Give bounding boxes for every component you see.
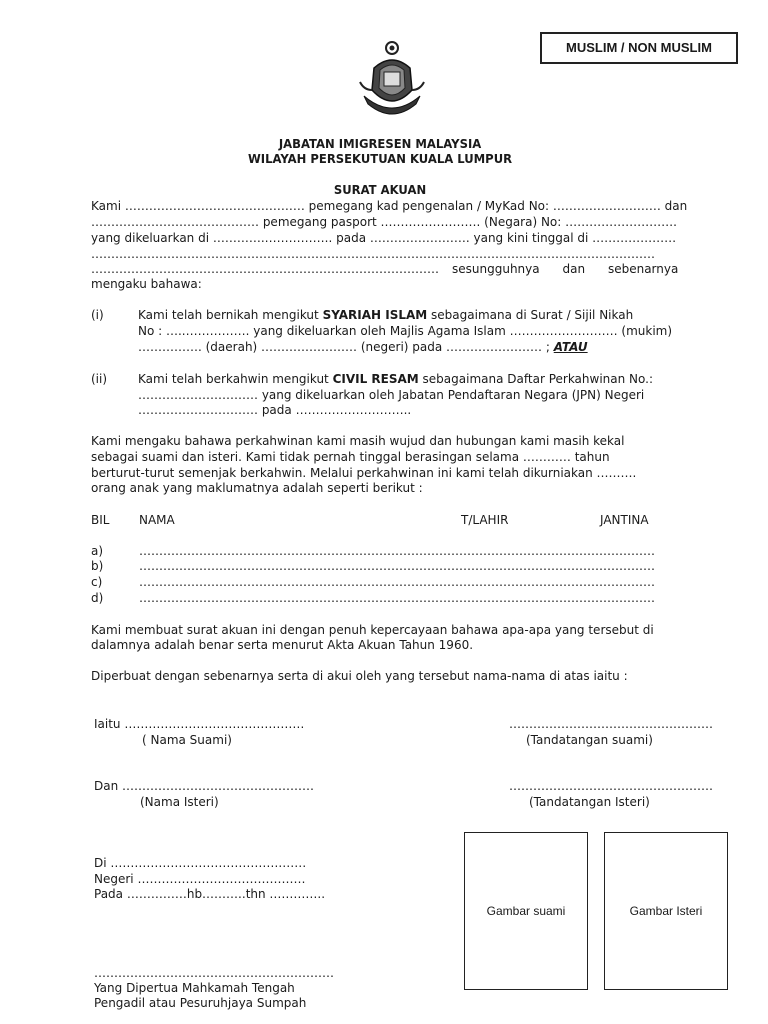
- wife-photo-label: Gambar Isteri: [629, 904, 703, 918]
- table-header-nama: NAMA: [139, 513, 175, 527]
- husband-name-label: ( Nama Suami): [142, 733, 232, 747]
- paragraph1-line-1: Kami mengaku bahawa perkahwinan kami masih wujud dan hubungan kami masih kekal: [91, 434, 625, 448]
- item2-line-3: ………………………… pada ………………………..: [138, 403, 412, 417]
- place-negeri-line[interactable]: Negeri ……………………………………: [94, 872, 306, 886]
- table-row-bil: b): [91, 559, 104, 573]
- item1-line-3: [138, 340, 588, 355]
- place-di-line[interactable]: Di …………………………………….……: [94, 856, 307, 870]
- item2-line-1: [138, 372, 653, 387]
- document-title: SURAT AKUAN: [333, 183, 427, 197]
- husband-photo-box: [464, 832, 588, 990]
- officer-signature-line[interactable]: ……………………………………………………: [94, 966, 334, 980]
- table-row-bil: d): [91, 591, 104, 605]
- item1-line-2: No : …..……………. yang dikeluarkan oleh Majlis Agama Islam ……………………… (mukim): [138, 324, 673, 338]
- department-title: JABATAN IMIGRESEN MALAYSIA: [278, 137, 482, 151]
- intro-line-2: …………………………………… pemegang pasport ……………………. (Negara) No: ……………………….: [91, 215, 677, 229]
- intro-line-4: ……………………………………………………………………………………………………………………………: [91, 247, 655, 261]
- item2-number: (ii): [91, 372, 108, 386]
- item2-line-1-pre: Kami telah berkahwin mengikut: [138, 372, 333, 386]
- table-header-tlahir: T/LAHIR: [461, 513, 509, 527]
- table-row-bil: a): [91, 544, 104, 558]
- table-header-jantina: JANTINA: [600, 513, 649, 527]
- intro-line-3: yang dikeluarkan di ………….…………….. pada ……………………. yang kini tinggal di …………………: [91, 231, 677, 245]
- table-row-bil: c): [91, 575, 103, 589]
- item2-line-1-post: sebagaimana Daftar Perkahwinan No.:: [418, 372, 654, 386]
- item1-number: (i): [91, 308, 104, 322]
- wife-name-label: (Nama Isteri): [140, 795, 219, 809]
- paragraph2-line-2: dalamnya adalah benar serta menurut Akta Akuan Tahun 1960.: [91, 638, 474, 652]
- husband-photo-label: Gambar suami: [486, 904, 566, 918]
- table-row-line[interactable]: …………………………………………………………………………………………………………………: [139, 591, 655, 605]
- wife-name-line[interactable]: Dan …………………………………………: [94, 779, 315, 793]
- item1-line-1-post: sebagaimana di Surat / Sijil Nikah: [427, 308, 634, 322]
- paragraph3: Diperbuat dengan sebenarnya serta di akui oleh yang tersebut nama-nama di atas iaitu :: [91, 669, 628, 683]
- wife-signature-line[interactable]: ……………………………………………: [509, 779, 713, 793]
- wife-photo-box: [604, 832, 728, 990]
- item2-line-2: ………………………… yang dikeluarkan oleh Jabatan Pendaftaran Negara (JPN) Negeri: [138, 388, 645, 402]
- table-row-line[interactable]: …………………………………………………………………………………………………………………: [139, 544, 655, 558]
- imigresen-crest-icon: [350, 38, 434, 122]
- civil-resam-label: CIVIL RESAM: [332, 372, 419, 386]
- husband-name-line[interactable]: Iaitu ………………………………………: [94, 717, 305, 731]
- intro-line-1: Kami ……………………………………… pemegang kad pengenalan / MyKad No: ……………………… dan: [91, 199, 688, 213]
- item1-line-3-pre: ……………. (daerah) …………………… (negeri) pada …………………… ;: [138, 340, 554, 354]
- atau-label: ATAU: [553, 340, 588, 354]
- table-header-bil: BIL: [91, 513, 110, 527]
- husband-signature-line[interactable]: ……………………………………………: [509, 717, 713, 731]
- syariah-islam-label: SYARIAH ISLAM: [322, 308, 428, 322]
- officer-title-2: Pengadil atau Pesuruhjaya Sumpah: [94, 996, 307, 1010]
- officer-title-1: Yang Dipertua Mahkamah Tengah: [94, 981, 295, 995]
- paragraph1-line-4: orang anak yang maklumatnya adalah seperti berikut :: [91, 481, 423, 495]
- intro-line-5-right: sesungguhnya dan sebenarnya: [452, 262, 679, 276]
- paragraph2-line-1: Kami membuat surat akuan ini dengan penuh kepercayaan bahawa apa-apa yang tersebut di: [91, 623, 654, 637]
- item1-line-1: [138, 308, 633, 323]
- item1-line-1-pre: Kami telah bernikah mengikut: [138, 308, 323, 322]
- region-title: WILAYAH PERSEKUTUAN KUALA LUMPUR: [248, 152, 513, 166]
- paragraph1-line-3: berturut-turut semenjak berkahwin. Melalui perkahwinan ini kami telah dikurniakan ……….: [91, 466, 637, 480]
- table-row-line[interactable]: …………………………………………………………………………………………………………………: [139, 575, 655, 589]
- wife-signature-label: (Tandatangan Isteri): [529, 795, 650, 809]
- intro-line-5-left: ……………………………………………………………………………: [91, 262, 439, 276]
- paragraph1-line-2: sebagai suami dan isteri. Kami tidak pernah tinggal berasingan selama ………… tahun: [91, 450, 610, 464]
- category-box: MUSLIM / NON MUSLIM: [540, 32, 738, 64]
- table-row-line[interactable]: …………………………………………………………………………………………………………………: [139, 559, 655, 573]
- intro-line-6: mengaku bahawa:: [91, 277, 202, 291]
- husband-signature-label: (Tandatangan suami): [526, 733, 653, 747]
- date-pada-line[interactable]: Pada ……………hb………..thn …………..: [94, 887, 326, 901]
